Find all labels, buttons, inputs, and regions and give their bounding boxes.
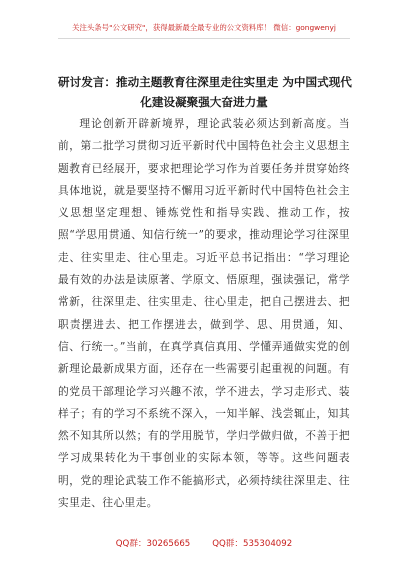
header-banner: 关注头条号"公文研究"，获得最新最全最专业的公文资料库！ 微信：gongwenyj: [72, 23, 336, 32]
document-title: [58, 72, 350, 112]
footer-contact: [0, 537, 408, 549]
title-line-1: 研讨发言：推动主题教育往深里走往实里走 为中国式现代: [58, 75, 352, 89]
body-paragraph: 理论创新开辟新境界，理论武装必须达到新高度。当前，第二批学习贯彻习近平新时代中国特色社会主义思想主题教育已经展开，要求把理论学习作为首要任务并贯穿始终具体地说，就是要坚持不懈用习近平新时代中国特色社会主义思想坚定理想、锤炼党性和指导实践、推动工作，按照“学思用贯通、知信行统一”的要求，推动理论学习往深里走、往实里走、往心里走。习近平总书记指出：“学习理论最有效的办法是读原著、学原文、悟原理，强读强记，常学常新，往深里走、往实里走、往心里走，把自己摆进去、把职责摆进去、把工作摆进去，做到学、思、用贯通，知、信、行统一。”当前，在真学真信真用、学懂弄通做实党的创新理论最新成果方面，还存在一些需要引起重视的问题。有的党员干部理论学习兴趣不浓，学不进去，学习走形式、装样子；有的学习不系统不深入，一知半解、浅尝辄止，知其然不知其所以然；有的学用脱节，学归学做归做，不善于把学习成果转化为干事创业的实际本领，等等。这些问题表明，党的理论武装工作不能搞形式，必须持续往深里走、往实里走、往心里走。: [58, 117, 350, 510]
title-line-2: 化建设凝聚强大奋进力量: [140, 95, 268, 109]
footer-qq-group-2: QQ群：535304092: [212, 539, 293, 549]
footer-qq-group-1: QQ群：30265665: [115, 539, 191, 549]
header-divider: [58, 38, 350, 39]
